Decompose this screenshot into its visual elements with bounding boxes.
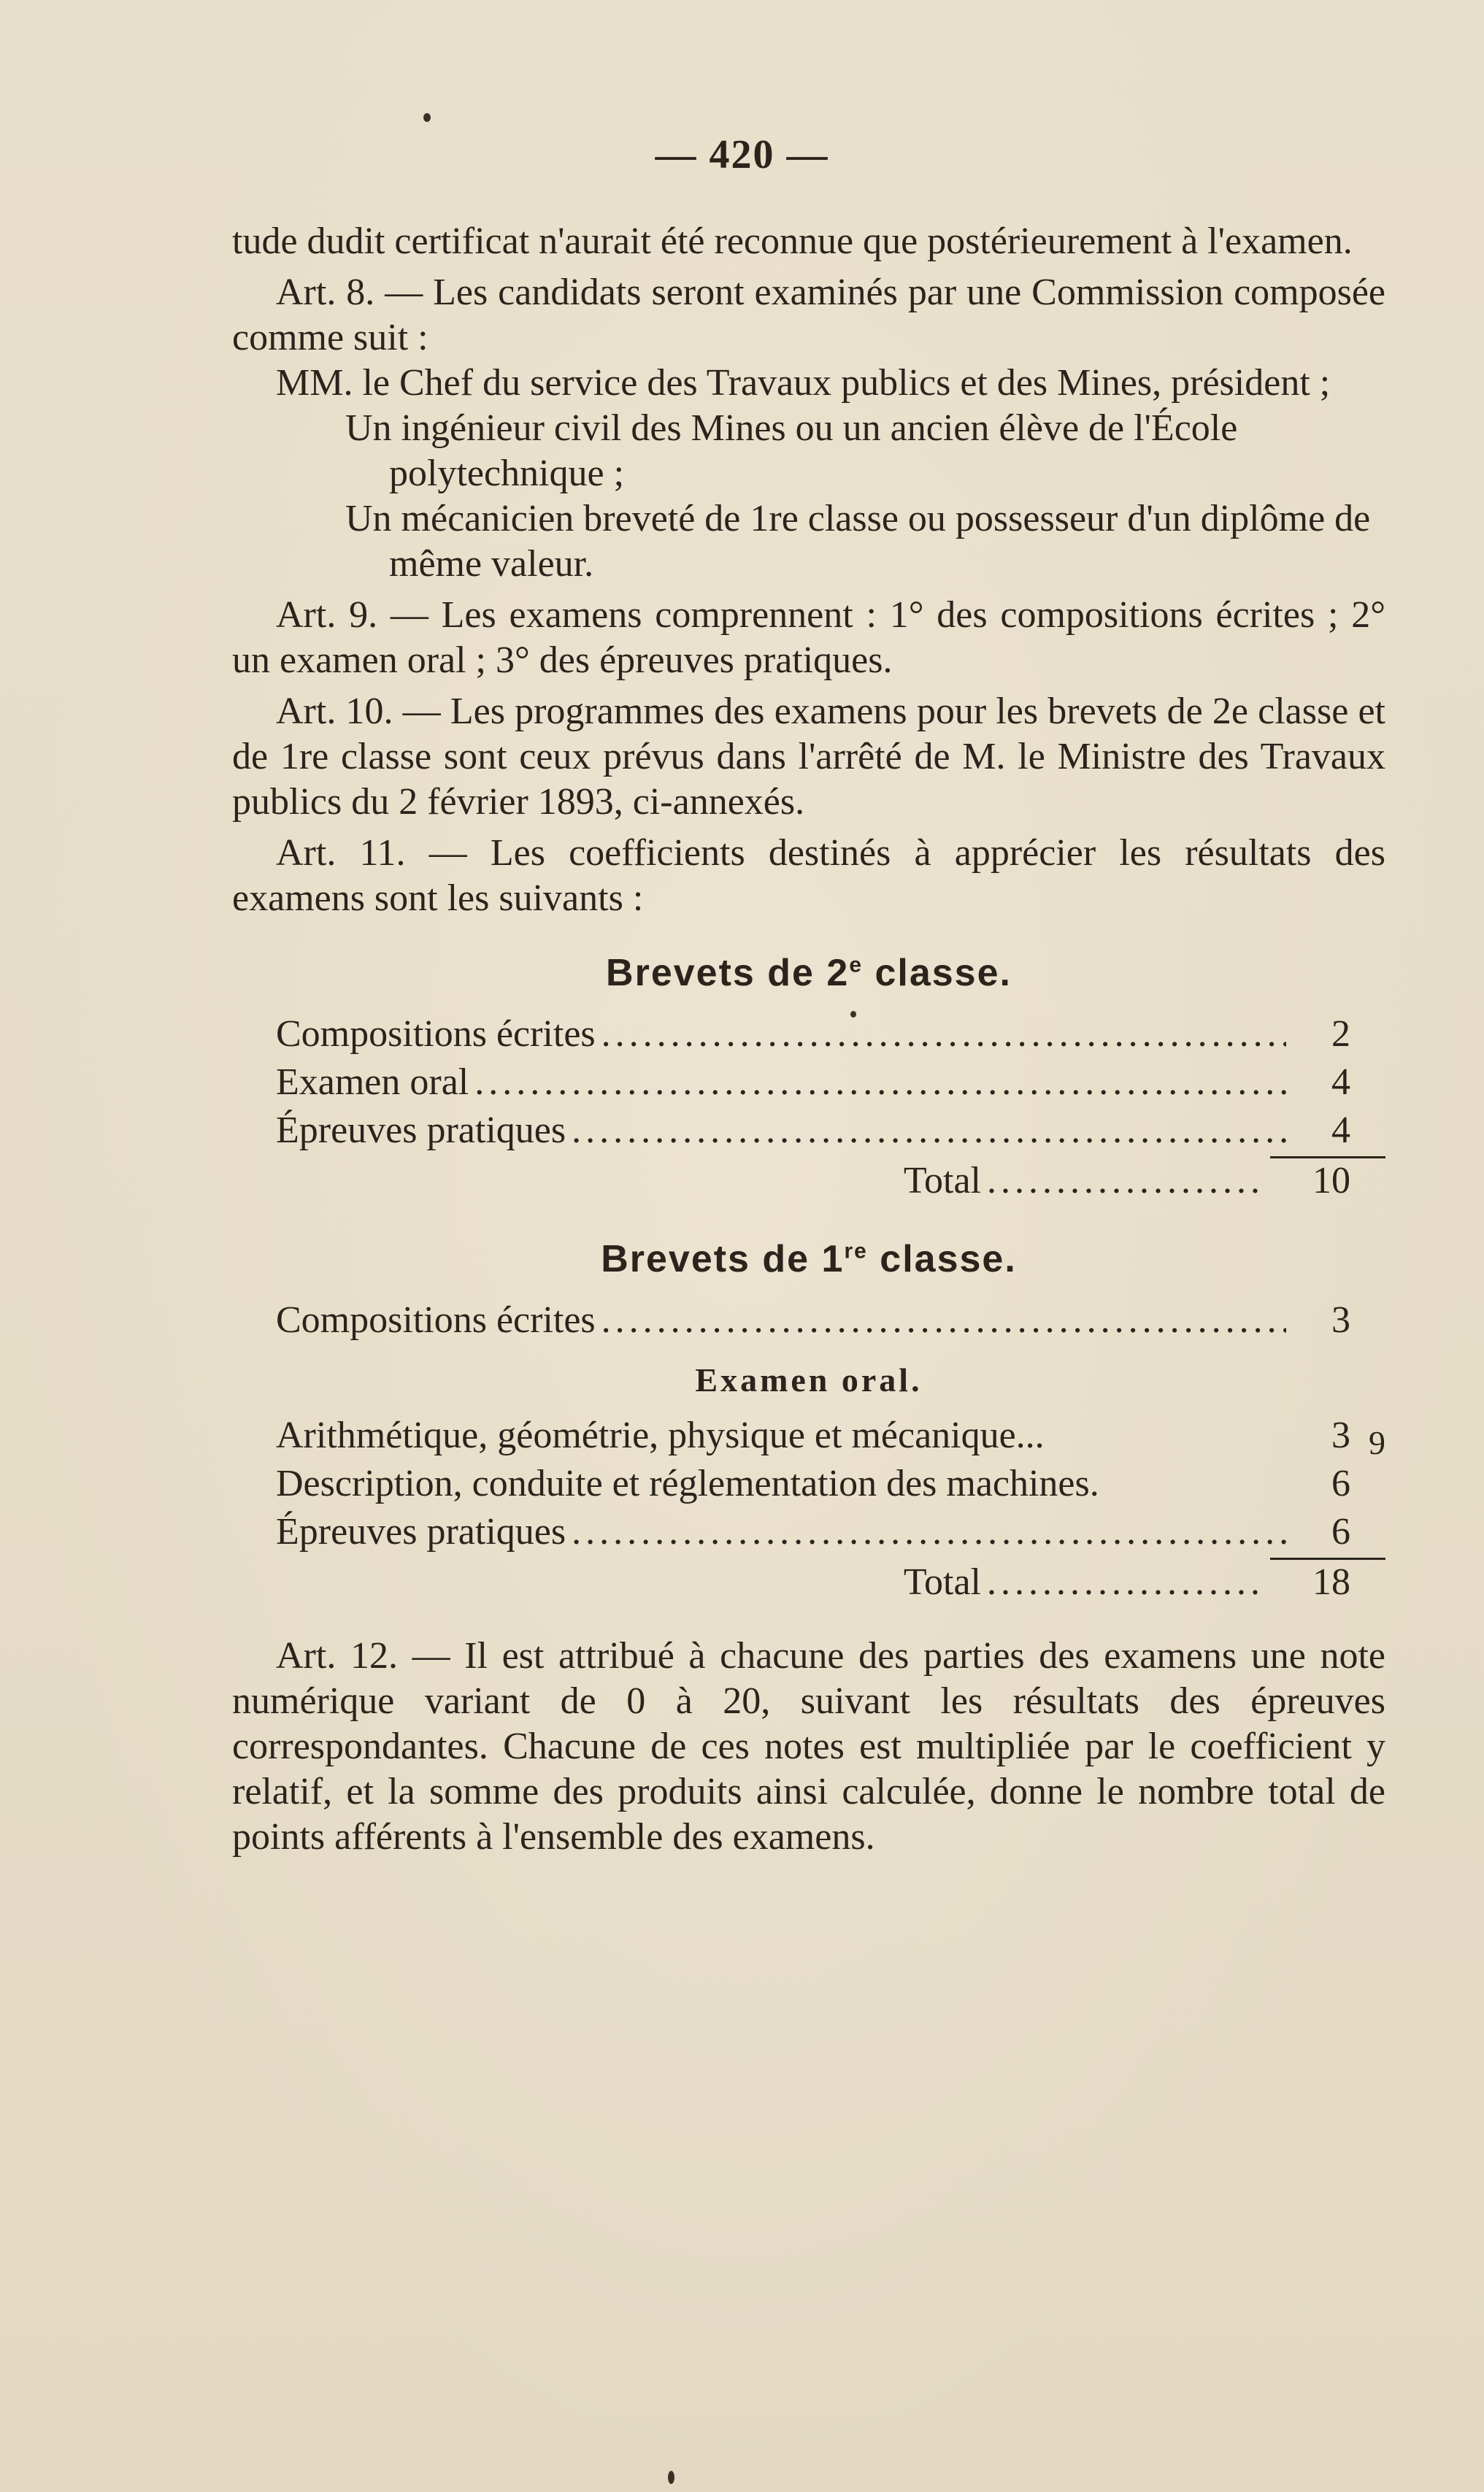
article-10: Art. 10. — Les programmes des examens pour les brevets de 2e classe et de 1re classe sont ceux prévus dans l'arrêté de M. le Ministre des Travaux publics du 2 février 1893, ci-annexés. [232,691,1385,823]
commission-member-engineer: Un ingénieur civil des Mines ou un ancien élève de l'École polytechnique ; [345,407,1238,494]
oral-group [232,1413,1385,1510]
table-row: Compositions écrites ..... 3 [232,1298,1385,1346]
ink-speck [423,113,431,122]
examen-oral-title: Examen oral. [695,1361,923,1399]
total-row: Total ..... 18 [232,1558,1385,1609]
article-9: Art. 9. — Les examens comprennent : 1° des compositions écrites ; 2° un examen oral ; 3° des épreuves pratiques. [232,594,1385,681]
leader-dots [601,1298,1286,1343]
total-row: Total ..... 10 [232,1156,1385,1207]
commission-member-president: MM. le Chef du service des Travaux publics et des Mines, président ; [276,362,1331,404]
article-11: Art. 11. — Les coefficients destinés à apprécier les résultats des examens sont les suivants : [232,832,1385,919]
leader-dots [987,1158,1264,1204]
leader-dots [987,1560,1264,1605]
table-row: Compositions écrites ..... 2 [232,1012,1385,1060]
article-8: Art. 8. — Les candidats seront examinés par une Commission composée comme suit : [232,272,1385,358]
page-number: — 420 — [655,132,829,177]
table-row: Épreuves pratiques ..... 4 [232,1108,1385,1156]
commission-member-mechanic: Un mécanicien breveté de 1re classe ou possesseur d'un diplôme de même valeur. [345,498,1371,585]
table-row: Épreuves pratiques ..... 6 [232,1510,1385,1558]
leader-dots [572,1108,1286,1153]
table-row: Arithmétique, géométrie, physique et mécanique... 3 [276,1415,1350,1456]
table-row: Examen oral ..... 4 [232,1060,1385,1108]
brevets-2e-table [232,1012,1385,1207]
ink-speck [850,1011,856,1018]
brace-subtotal: 9 [1369,1424,1385,1461]
intro-paragraph: tude dudit certificat n'aurait été reconnue que postérieurement à l'examen. [232,220,1353,262]
leader-dots [601,1012,1286,1057]
brevets-1re-classe-title: Brevets de 1re classe. [601,1238,1017,1280]
brevets-1re-table [232,1298,1385,1609]
leader-dots [474,1060,1286,1105]
article-12: Art. 12. — Il est attribué à chacune des parties des examens une note numérique variant de 0 à 20, suivant les résultats des épreuves correspondantes. Chacune de ces notes est multipliée par le coefficient y relatif, et la somme des produits ainsi calculée, donne le nombre total de points afférents à l'ensemble des examens. [232,1635,1385,1858]
leader-dots [572,1510,1286,1555]
brevets-2e-classe-title: Brevets de 2e classe. [606,952,1012,994]
ink-speck [668,2471,674,2484]
table-row: Description, conduite et réglementation des machines. 6 [276,1463,1350,1504]
document-body [232,219,1385,1860]
